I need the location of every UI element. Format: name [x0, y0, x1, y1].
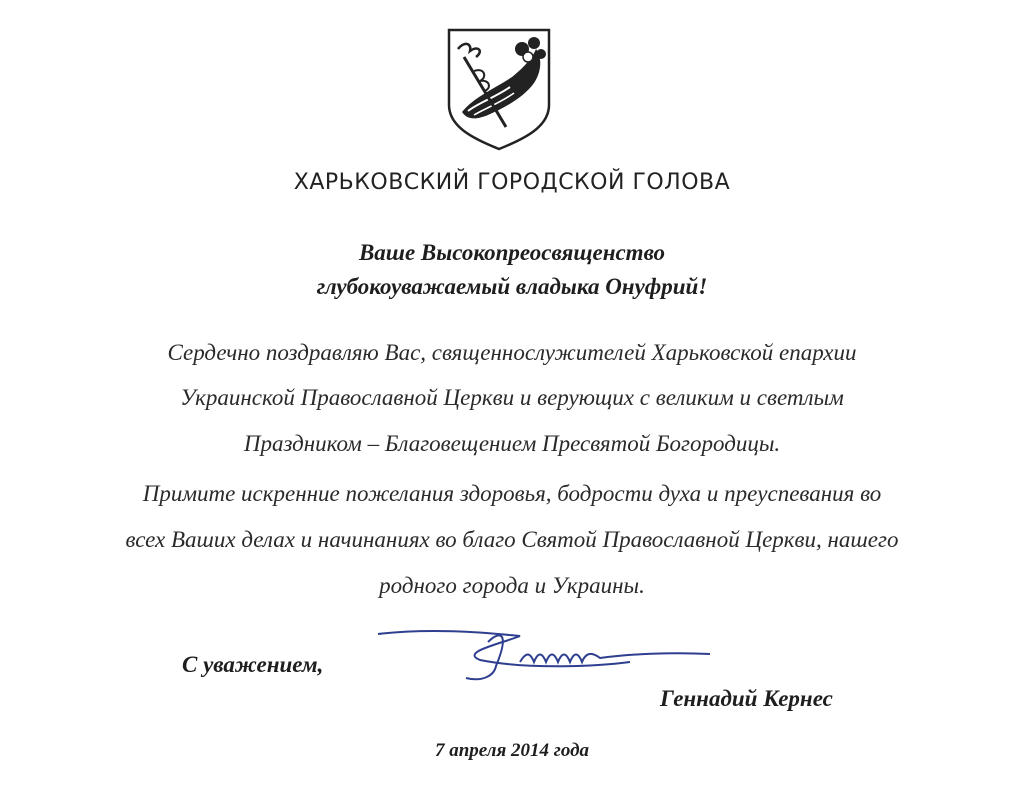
body-line-5: всех Ваших делах и начинаниях во благо Святой Православной Церкви, нашего [125, 527, 899, 552]
handwritten-signature-icon [370, 622, 715, 690]
body-line-3: Праздником – Благовещением Пресвятой Богородицы. [243, 431, 781, 456]
body-line-4: Примите искренние пожелания здоровья, бодрости духа и преуспевания во [142, 481, 882, 506]
closing-phrase: С уважением, [182, 652, 324, 677]
body-line-6: родного города и Украины. [379, 573, 645, 598]
signature [370, 622, 715, 690]
body-line-2: Украинской Православной Церкви и верующих с великим и светлым [180, 385, 844, 410]
kharkiv-coat-of-arms-icon [444, 27, 554, 152]
coat-of-arms-emblem [444, 27, 554, 152]
salutation-line-1: Ваше Высокопреосвященство [358, 240, 666, 265]
letter-date: 7 апреля 2014 года [434, 740, 589, 761]
office-title: ХАРЬКОВСКИЙ ГОРОДСКОЙ ГОЛОВА [293, 170, 731, 195]
salutation-line-2: глубокоуважаемый владыка Онуфрий! [316, 274, 708, 299]
body-line-1: Сердечно поздравляю Вас, священнослужителей Харьковской епархии [167, 340, 857, 365]
signer-name: Геннадий Кернес [660, 686, 833, 711]
